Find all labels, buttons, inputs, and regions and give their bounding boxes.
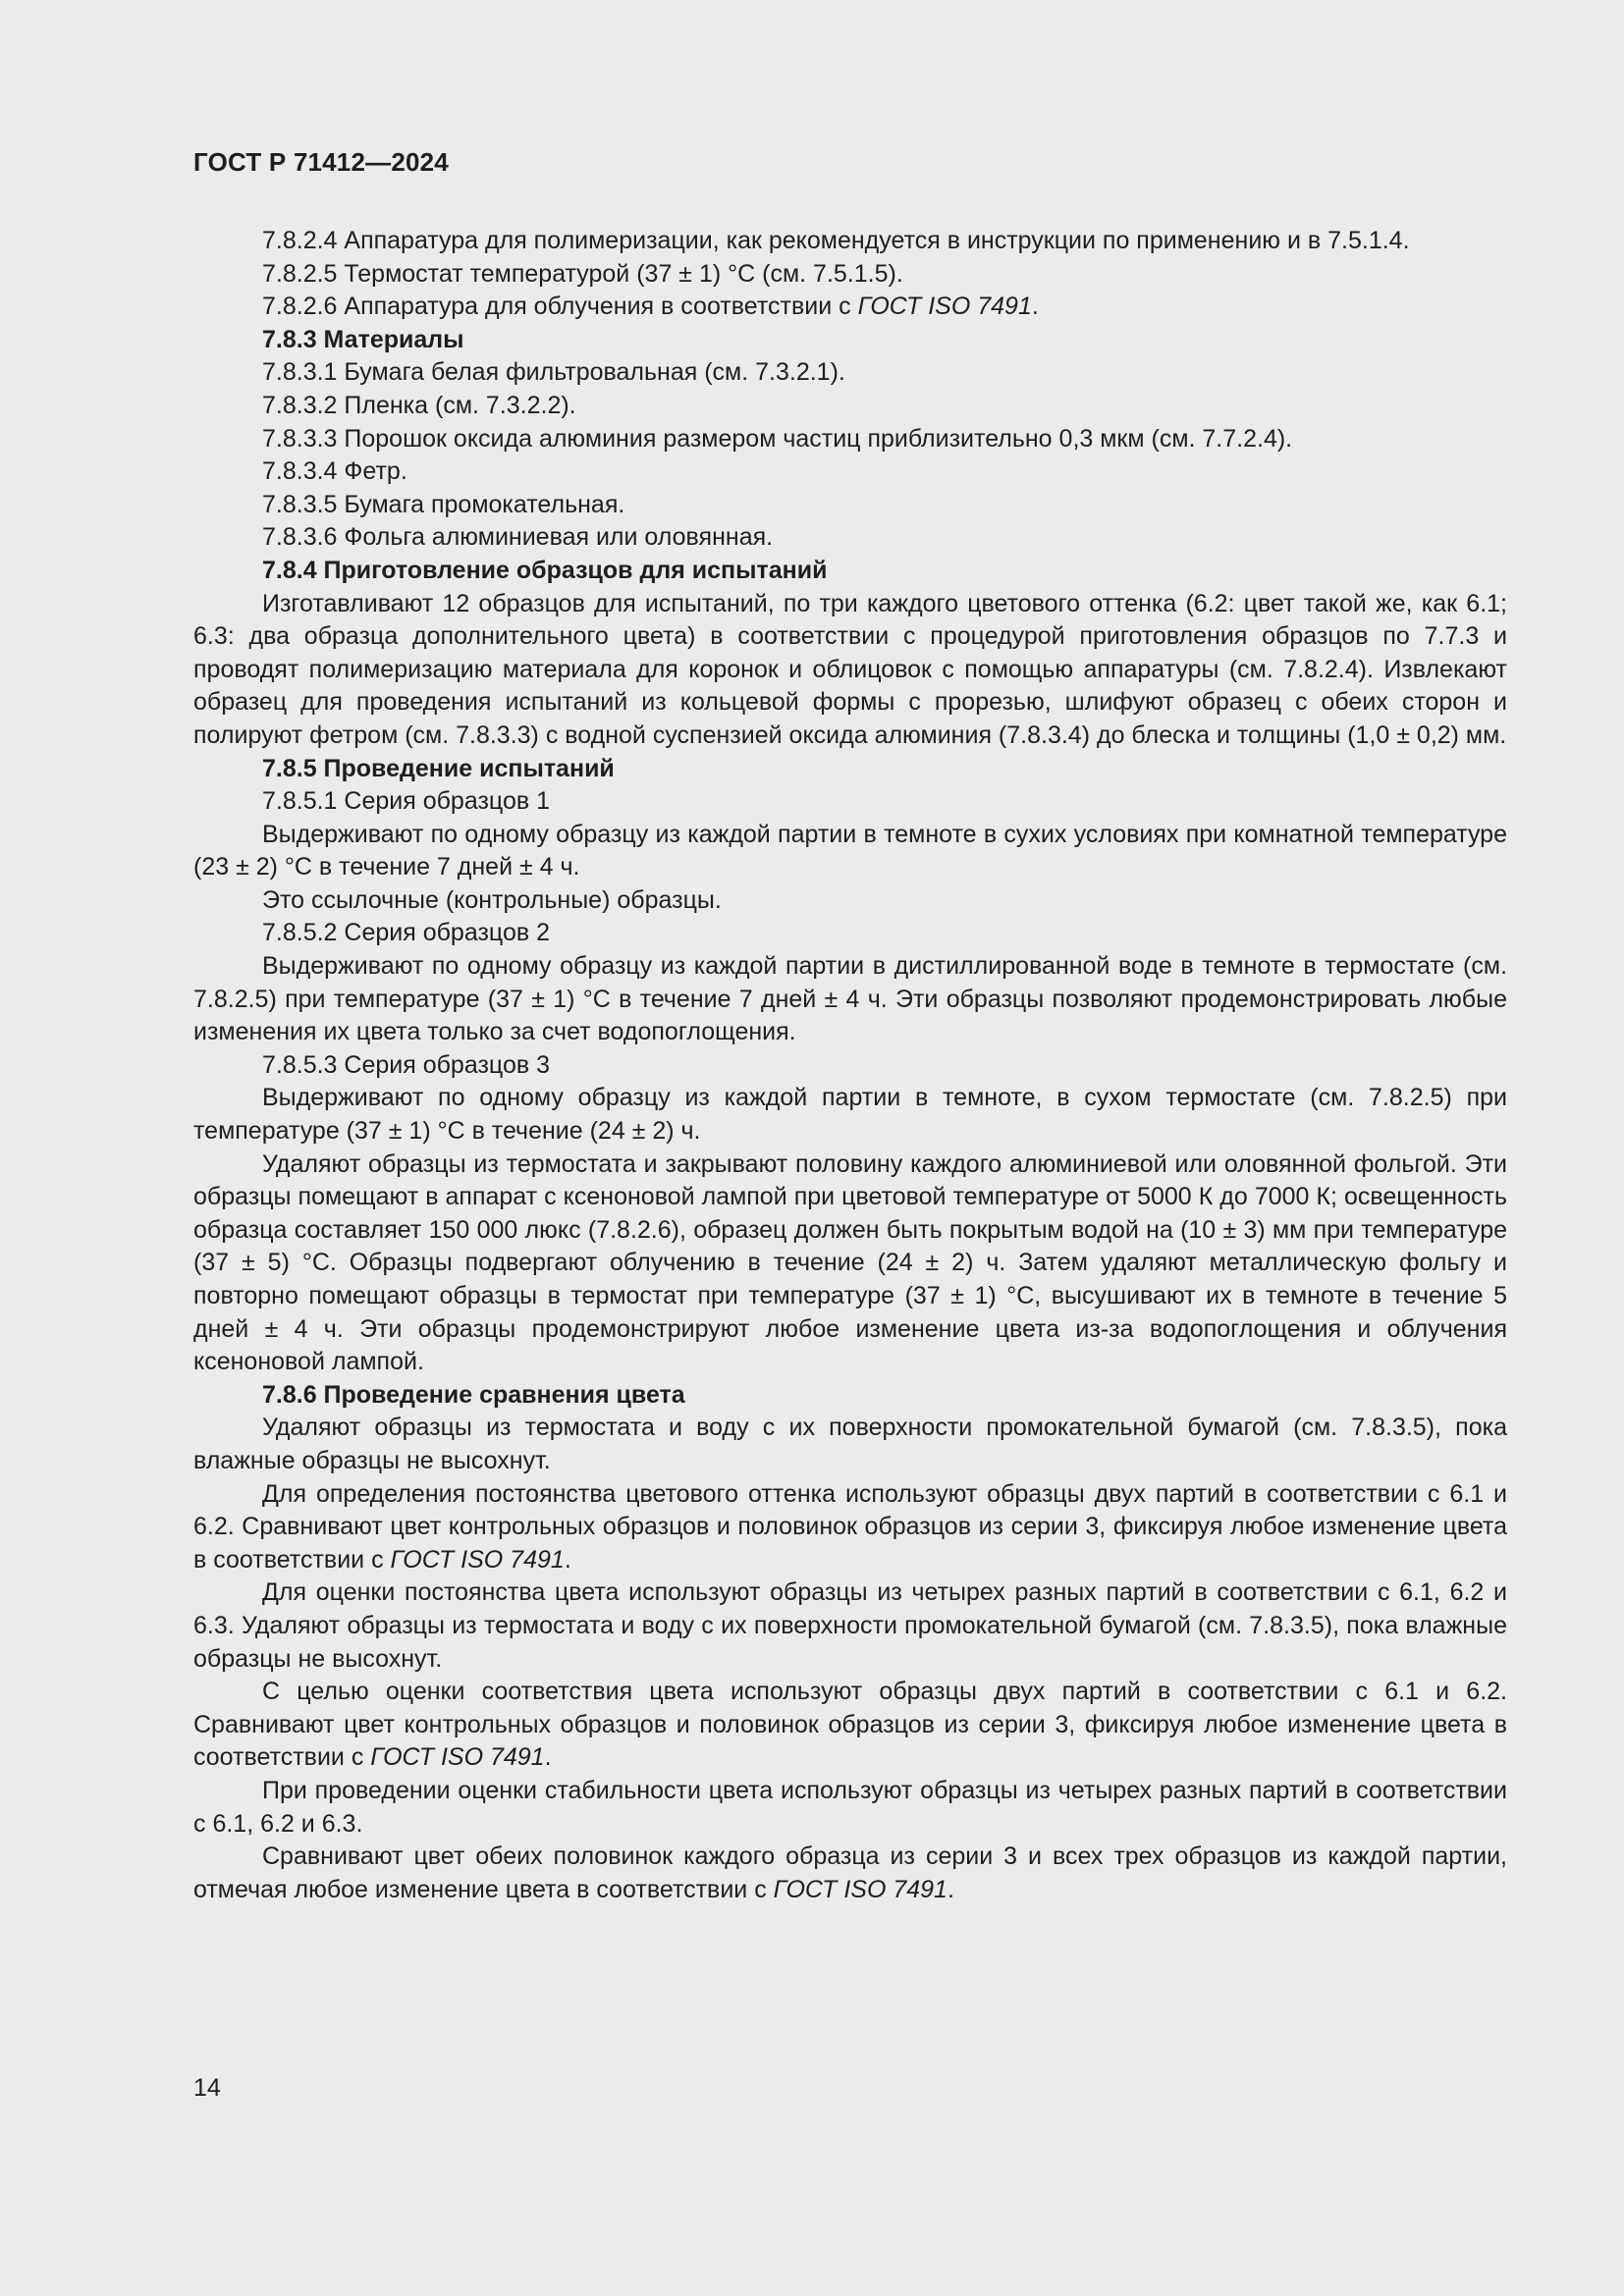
body-paragraph bbox=[193, 258, 1507, 292]
standard-reference: ГОСТ ISO 7491 bbox=[773, 1875, 947, 1903]
paragraph-text: Выдерживают по одному образцу из каждой партии в темноте, в сухом термостате (см. 7.8.2.5) при температуре (37 ± 1) °С в течение (24 ± 2) ч. bbox=[193, 1084, 1507, 1146]
body-paragraph bbox=[193, 1841, 1507, 1906]
section-heading bbox=[193, 555, 1507, 588]
paragraph-text: Для оценки постоянства цвета используют образцы из четырех разных партий в соответствии с 6.1, 6.2 и 6.3. Удаляют образцы из термостата и воду с их поверхности промокательной бумагой (см. 7.8.3.5), пока влажные образцы не высохнут. bbox=[193, 1578, 1507, 1673]
body-paragraph bbox=[193, 785, 1507, 819]
body-paragraph bbox=[193, 819, 1507, 884]
paragraph-text: 7.8.3.1 Бумага белая фильтровальная (см. 7.3.2.1). bbox=[262, 358, 845, 387]
paragraph-text: 7.8.3 Материалы bbox=[262, 325, 464, 353]
body-paragraph bbox=[193, 390, 1507, 423]
body-paragraph bbox=[193, 1775, 1507, 1841]
section-heading bbox=[193, 324, 1507, 357]
body-paragraph bbox=[193, 1049, 1507, 1083]
paragraph-text: 7.8.2.6 Аппаратура для облучения в соответствии с bbox=[262, 293, 858, 321]
document-body bbox=[193, 225, 1507, 1906]
paragraph-text: Это ссылочные (контрольные) образцы. bbox=[262, 885, 722, 914]
section-heading bbox=[193, 753, 1507, 786]
body-paragraph bbox=[193, 1082, 1507, 1148]
paragraph-text: 7.8.3.5 Бумага промокательная. bbox=[262, 490, 625, 518]
body-paragraph bbox=[193, 1576, 1507, 1676]
body-paragraph bbox=[193, 291, 1507, 324]
paragraph-text: . bbox=[564, 1545, 571, 1574]
paragraph-text: 7.8.6 Проведение сравнения цвета bbox=[262, 1380, 685, 1409]
body-paragraph bbox=[193, 917, 1507, 950]
body-paragraph bbox=[193, 356, 1507, 390]
paragraph-text: 7.8.3.3 Порошок оксида алюминия размером частиц приблизительно 0,3 мкм (см. 7.7.2.4). bbox=[262, 424, 1293, 453]
paragraph-text: При проведении оценки стабильности цвета используют образцы из четырех разных партий в соответствии с 6.1, 6.2 и 6.3. bbox=[193, 1776, 1507, 1838]
body-paragraph bbox=[193, 1148, 1507, 1379]
paragraph-text: . bbox=[947, 1875, 954, 1903]
paragraph-text: 7.8.5.1 Серия образцов 1 bbox=[262, 787, 550, 816]
document-header-code: ГОСТ Р 71412—2024 bbox=[193, 147, 449, 177]
body-paragraph bbox=[193, 489, 1507, 522]
paragraph-text: 7.8.5 Проведение испытаний bbox=[262, 754, 615, 782]
paragraph-text: 7.8.3.6 Фольга алюминиевая или оловянная. bbox=[262, 523, 774, 552]
paragraph-text: 7.8.2.4 Аппаратура для полимеризации, как рекомендуется в инструкции по применению и в 7.5.1.4. bbox=[262, 227, 1410, 254]
body-paragraph bbox=[193, 1676, 1507, 1775]
body-paragraph bbox=[193, 588, 1507, 753]
body-paragraph bbox=[193, 455, 1507, 489]
body-paragraph bbox=[193, 1412, 1507, 1477]
body-paragraph bbox=[193, 521, 1507, 555]
paragraph-text: Сравнивают цвет обеих половинок каждого образца из серии 3 и всех трех образцов из каждой партии, отмечая любое изменение цвета в соответствии с bbox=[193, 1842, 1507, 1903]
body-paragraph bbox=[193, 950, 1507, 1049]
standard-reference: ГОСТ ISO 7491 bbox=[857, 293, 1032, 321]
body-paragraph bbox=[193, 225, 1507, 258]
paragraph-text: Для определения постоянства цветового оттенка используют образцы двух партий в соответствии с 6.1 и 6.2. Сравнивают цвет контрольных образцов и половинок образцов из серии 3, фиксируя любое изменение цвета в соответствии с bbox=[193, 1479, 1507, 1574]
paragraph-text: 7.8.5.2 Серия образцов 2 bbox=[262, 919, 550, 947]
paragraph-text: Изготавливают 12 образцов для испытаний, по три каждого цветового оттенка (6.2: цвет такой же, как 6.1; 6.3: два образца дополнительного цвета) в соответствии с процедурой приготовления образцов по 7.7.3 и проводят полимеризацию материала для коронок и облицовок с помощью аппаратуры (см. 7.8.2.4). Извлекают образец для проведения испытаний из кольцевой формы с прорезью, шлифуют образец с обеих сторон и полируют фетром (см. 7.8.3.3) с водной суспензией оксида алюминия (7.8.3.4) до блеска и толщины (1,0 ± 0,2) мм. bbox=[193, 589, 1507, 749]
paragraph-text: Удаляют образцы из термостата и закрывают половину каждого алюминиевой или оловянной фольгой. Эти образцы помещают в аппарат с ксеноновой лампой при цветовой температуре от 5000 К до 7000 К; освещенность образца составляет 150 000 люкс (7.8.2.6), образец должен быть покрытым водой на (10 ± 3) мм при температуре (37 ± 5) °С. Образцы подвергают облучению в течение (24 ± 2) ч. Затем удаляют металлическую фольгу и повторно помещают образцы в термостат при температуре (37 ± 1) °С, высушивают их в темноте в течение 5 дней ± 4 ч. Эти образцы продемонстрируют любое изменение цвета из-за водопоглощения и облучения ксеноновой лампой. bbox=[193, 1149, 1507, 1376]
paragraph-text: Удаляют образцы из термостата и воду с их поверхности промокательной бумагой (см. 7.8.3.5), пока влажные образцы не высохнут. bbox=[193, 1414, 1507, 1474]
paragraph-text: Выдерживают по одному образцу из каждой партии в дистиллированной воде в темноте в термостате (см. 7.8.2.5) при температуре (37 ± 1) °С в течение 7 дней ± 4 ч. Эти образцы позволяют продемонстрировать любые изменения их цвета только за счет водопоглощения. bbox=[193, 952, 1507, 1046]
body-paragraph bbox=[193, 423, 1507, 456]
paragraph-text: Выдерживают по одному образцу из каждой партии в темноте в сухих условиях при комнатной температуре (23 ± 2) °С в течение 7 дней ± 4 ч. bbox=[193, 820, 1507, 881]
standard-reference: ГОСТ ISO 7491 bbox=[390, 1545, 565, 1574]
paragraph-text: 7.8.5.3 Серия образцов 3 bbox=[262, 1050, 550, 1079]
paragraph-text: 7.8.2.5 Термостат температурой (37 ± 1) °С (см. 7.5.1.5). bbox=[262, 259, 903, 288]
standard-reference: ГОСТ ISO 7491 bbox=[370, 1743, 545, 1772]
section-heading bbox=[193, 1379, 1507, 1413]
body-paragraph bbox=[193, 1478, 1507, 1577]
paragraph-text: . bbox=[1031, 293, 1039, 321]
paragraph-text: 7.8.3.4 Фетр. bbox=[262, 457, 407, 486]
paragraph-text: 7.8.3.2 Пленка (см. 7.3.2.2). bbox=[262, 391, 576, 419]
body-paragraph bbox=[193, 884, 1507, 918]
page-number: 14 bbox=[193, 2074, 221, 2102]
paragraph-text: 7.8.4 Приготовление образцов для испытаний bbox=[262, 556, 828, 584]
paragraph-text: . bbox=[544, 1743, 552, 1772]
paragraph-text: С целью оценки соответствия цвета используют образцы двух партий в соответствии с 6.1 и 6.2. Сравнивают цвет контрольных образцов и половинок образцов из серии 3, фиксируя любое изменение цвета в соответствии с bbox=[193, 1678, 1507, 1772]
